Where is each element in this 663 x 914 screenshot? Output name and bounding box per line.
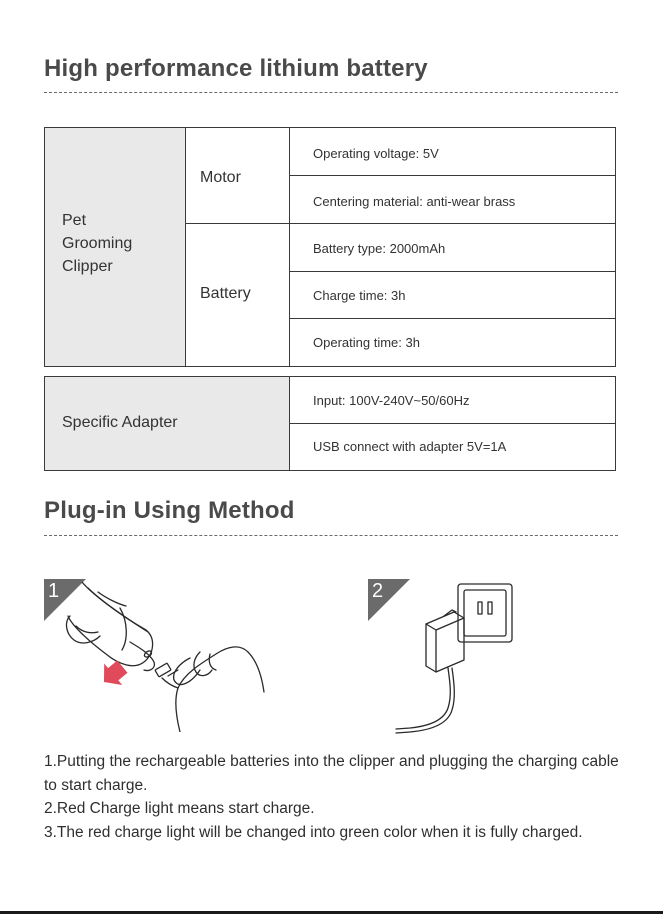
spec-battery-type: Battery type: 2000mAh: [313, 241, 446, 256]
group-label-battery: Battery: [200, 285, 251, 302]
divider: [289, 271, 615, 272]
divider: [289, 175, 615, 176]
spec-usb-connect: USB connect with adapter 5V=1A: [313, 439, 507, 454]
dashed-divider: [44, 535, 618, 536]
spec-operating-time: Operating time: 3h: [313, 335, 420, 350]
group-cell-battery: [186, 224, 289, 366]
group-cell-motor: [186, 128, 289, 223]
clipper-charging-illustration: [60, 582, 270, 732]
wall-adapter-illustration: [390, 578, 530, 738]
step-number-1: 1: [48, 580, 60, 602]
divider: [289, 128, 290, 366]
product-cell: [45, 128, 185, 366]
instruction-2: 2.Red Charge light means start charge.: [44, 800, 315, 817]
spec-operating-voltage: Operating voltage: 5V: [313, 146, 439, 161]
section-title-plugin: Plug-in Using Method: [44, 497, 295, 524]
step-number-2: 2: [372, 580, 384, 602]
product-label: Pet Grooming Clipper: [62, 212, 133, 275]
divider: [289, 423, 615, 424]
instructions-list: [44, 750, 624, 844]
group-label-motor: Motor: [200, 169, 241, 186]
spec-table-clipper: [44, 127, 616, 367]
adapter-cell: [45, 377, 289, 470]
dashed-divider: [44, 92, 618, 93]
instruction-1: 1.Putting the rechargeable batteries into the clipper and plugging the charging cable to start charge.: [44, 753, 619, 794]
divider: [289, 318, 615, 319]
spec-charge-time: Charge time: 3h: [313, 288, 406, 303]
section-title-battery: High performance lithium battery: [44, 55, 428, 82]
adapter-label: Specific Adapter: [62, 414, 178, 431]
spec-input: Input: 100V-240V~50/60Hz: [313, 393, 470, 408]
spec-centering-material: Centering material: anti-wear brass: [313, 194, 516, 209]
spec-table-adapter: [44, 376, 616, 471]
instruction-3: 3.The red charge light will be changed into green color when it is fully charged.: [44, 823, 583, 841]
